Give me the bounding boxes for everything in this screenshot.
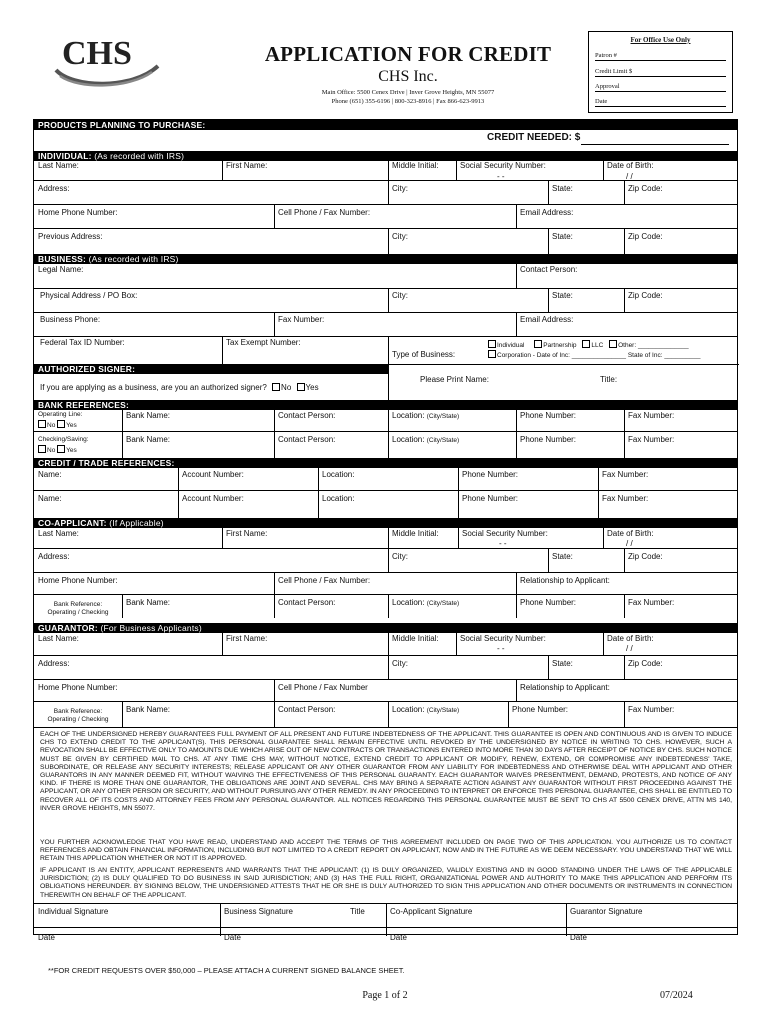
bank-checking-saving: Checking/Saving:: [38, 436, 89, 443]
entity-paragraph: IF APPLICANT IS AN ENTITY, APPLICANT REPRESENTS AND WARRANTS THAT THE APPLICANT: (1) IS DULY ORGANIZED, VALIDLY EXISTING AND IN GOOD STANDING UNDER THE LAWS OF THE APPLICABLE JURISDICTION; (2) IS DULY QUALIFIED TO DO BUSINESS IN SAID JURISDICTION; AND (3) HAS THE FULL RIGHT, ORGANIZATIONAL POWER AND AUTHORITY TO MAKE THIS APPLICATION AND PERFORM ITS OBLIGATIONS HEREUNDER. BY SIGNING BELOW, THE UNDERSIGNED ATTESTS THAT HE OR SHE IS DULY AUTHORIZED TO SIGN THIS APPLICATION AND OTHER DOCUMENTS OR INSTRUMENTS IN CONNECTION THEREWITH ON BEHALF OF THE APPLICANT.: [40, 867, 732, 899]
trade1-account[interactable]: Account Number:: [182, 470, 244, 479]
business-signature[interactable]: Business Signature: [224, 907, 293, 916]
bank1-contact[interactable]: Contact Person:: [278, 411, 336, 420]
bus-tax-exempt[interactable]: Tax Exempt Number:: [226, 338, 301, 347]
guarantor-signature[interactable]: Guarantor Signature: [570, 907, 643, 916]
credit-needed-field[interactable]: [581, 144, 729, 145]
trade1-location[interactable]: Location:: [322, 470, 355, 479]
credit-needed-label: CREDIT NEEDED: $: [487, 132, 581, 143]
trade-references-header: CREDIT / TRADE REFERENCES:: [34, 458, 737, 468]
bus-email[interactable]: Email Address:: [520, 315, 574, 324]
ind-address[interactable]: Address:: [38, 184, 70, 193]
partnership-checkbox[interactable]: [534, 340, 542, 348]
bus-state[interactable]: State:: [552, 291, 573, 300]
trade1-phone[interactable]: Phone Number:: [462, 470, 519, 479]
coapplicant-header: CO-APPLICANT: (If Applicable): [34, 518, 737, 528]
gu-ssn[interactable]: Social Security Number:: [460, 634, 546, 643]
co-middle-initial[interactable]: Middle Initial:: [392, 529, 439, 538]
authorized-no-checkbox[interactable]: [272, 383, 280, 391]
guarantee-paragraph: EACH OF THE UNDERSIGNED HEREBY GUARANTEES FULL PAYMENT OF ALL PRESENT AND FUTURE INDEBTEDNESS OF THE APPLICANT. THIS GUARANTEE IS OPEN AND CONTINUOUS AND IS GIVEN TO INDUCE CHS TO EXTEND CREDIT TO THE APPLICANT(S). THIS PERSONAL GUARANTEE SHALL REMAIN EFFECTIVE UNTIL REVOKED BY THE UNDERSIGNED BY NOTICE IN WRITING TO CHS. HOWEVER, SUCH A REVOCATION SHALL BE EFFECTIVE ONLY TO AMOUNTS DUE WHICH ARISE OUT OF NEW CONTRACTS OR TRANSACTIONS ENTERED INTO MORE THAN 30 DAYS AFTER RECEIPT OF NOTICE BY CHS. SUCH NOTICE MUST BE GIVEN BY CERTIFIED MAIL TO CHS. AT ANY TIME CHS MAY, WITHOUT NOTICE, EXTEND CREDIT TO APPLICANT OR MODIFY, RENEW, EXTEND, OR COMPROMISE ANY INDEBTEDNESS' TAKE, SUBORDINATE, OR RELEASE ANY SECURITY INTERESTS; RELEASE APPLICANT OR ANY OTHER GUARANTOR FROM ANY LIABILITY FOR INDEBTEDNESS AND OTHERWISE DEAL WITH APPLICANT AND OTHER GUARANTORS IN ANY MANNER DEEMED FIT, WITHOUT WAIVING THE EFFECTIVENESS OF THIS PERSONAL GUARANTY. EACH GUARANTOR WAIVES PRESENTMENT, DEMAND, PROTESTS, AND NOTICE OF ANY KIND. IF THERE IS MORE THAN ONE GUARANTOR, THE OBLIGATIONS ARE JOINT AND SEVERAL. CHS MAY BRING A SEPARATE ACTION AGAINST ANY GUARANTOR WITHOUT FIRST PROCEEDING AGAINST THE APPLICANT, OR ANY OTHER PERSON OR SECURITY, AND WITHOUT PURSUING ANY OTHER REMEDY. IN ANY PROCEEDING TO INTERPRET OR ENFORCE THIS PERSONAL GUARANTEE, CHS SHALL BE ENTITLED TO RECOVER ALL OF ITS COSTS AND ATTORNEY FEES FROM ANY PERSONAL GUARANTOR. ALL NOTICES REGARDING THIS PERSONAL GUARANTEE MUST BE SENT TO CHS AT 5500 CENEX DRIVE, ATTN MS 140, INVER GROVE HEIGHTS, MN 55077.: [40, 731, 732, 812]
chs-logo: [52, 30, 162, 90]
ind-dob[interactable]: Date of Birth:: [607, 161, 654, 170]
office-use-title: For Office Use Only: [630, 36, 691, 44]
co-dob[interactable]: Date of Birth:: [607, 529, 654, 538]
co-bank-phone[interactable]: Phone Number:: [520, 598, 577, 607]
business-header: BUSINESS: (As recorded with IRS): [34, 254, 737, 264]
co-first-name[interactable]: First Name:: [226, 529, 268, 538]
bank-operating-checks: No Yes: [38, 420, 77, 429]
bank-references-header: BANK REFERENCES:: [34, 400, 737, 410]
authorized-question: If you are applying as a business, are you an authorized signer? No Yes: [40, 383, 319, 392]
authorized-print-name[interactable]: Please Print Name:: [420, 375, 489, 384]
gu-last-name[interactable]: Last Name:: [38, 634, 79, 643]
co-last-name[interactable]: Last Name:: [38, 529, 79, 538]
bank-operating-line: Operating Line:: [38, 411, 83, 418]
co-zip[interactable]: Zip Code:: [628, 552, 663, 561]
bank2-contact[interactable]: Contact Person:: [278, 435, 336, 444]
gu-middle-initial[interactable]: Middle Initial:: [392, 634, 439, 643]
operating-yes-checkbox[interactable]: [57, 420, 65, 428]
ind-prev-state[interactable]: State:: [552, 232, 573, 241]
trade2-phone[interactable]: Phone Number:: [462, 494, 519, 503]
ind-prev-city[interactable]: City:: [392, 232, 408, 241]
gu-location[interactable]: Location: (City/State): [392, 705, 460, 714]
coapplicant-date[interactable]: Date: [390, 933, 407, 942]
gu-address[interactable]: Address:: [38, 659, 70, 668]
bus-physical-address[interactable]: Physical Address / PO Box:: [40, 291, 138, 300]
co-cell-phone[interactable]: Cell Phone / Fax Number:: [278, 576, 371, 585]
co-ssn-sep: - -: [499, 539, 507, 548]
gu-relationship[interactable]: Relationship to Applicant:: [520, 683, 610, 692]
bus-fax[interactable]: Fax Number:: [278, 315, 325, 324]
gu-city[interactable]: City:: [392, 659, 408, 668]
bank2-name[interactable]: Bank Name:: [126, 435, 171, 444]
co-location[interactable]: Location: (City/State): [392, 598, 460, 607]
bank2-phone[interactable]: Phone Number:: [520, 435, 577, 444]
checking-yes-checkbox[interactable]: [57, 445, 65, 453]
gu-bank-reference: Bank Reference: Operating / Checking: [47, 708, 109, 723]
authorized-header: AUTHORIZED SIGNER:: [34, 364, 388, 374]
individual-checkbox[interactable]: [488, 340, 496, 348]
gu-contact-person[interactable]: Contact Person:: [278, 705, 336, 714]
company-name: CHS Inc.: [378, 68, 438, 85]
gu-bank-phone[interactable]: Phone Number:: [512, 705, 569, 714]
revision-date: 07/2024: [660, 990, 693, 1001]
trade2-name[interactable]: Name:: [38, 494, 62, 503]
bank2-fax[interactable]: Fax Number:: [628, 435, 675, 444]
phone-line: Phone (651) 355-6196 | 800-323-8916 | Fax 866-623-9913: [331, 97, 485, 105]
guarantor-date[interactable]: Date: [570, 933, 587, 942]
co-state[interactable]: State:: [552, 552, 573, 561]
bank1-fax[interactable]: Fax Number:: [628, 411, 675, 420]
ind-email[interactable]: Email Address:: [520, 208, 574, 217]
trade2-location[interactable]: Location:: [322, 494, 355, 503]
credit-application-form: [33, 119, 738, 942]
bank1-location[interactable]: Location: (City/State): [392, 411, 460, 420]
guarantor-header: GUARANTOR: (For Business Applicants): [34, 623, 737, 633]
gu-bank-name[interactable]: Bank Name:: [126, 705, 171, 714]
ind-first-name[interactable]: First Name:: [226, 161, 268, 170]
ind-ssn[interactable]: Social Security Number:: [460, 161, 546, 170]
co-dob-sep: / /: [626, 539, 633, 548]
coapplicant-signature[interactable]: Co-Applicant Signature: [390, 907, 473, 916]
co-bank-fax[interactable]: Fax Number:: [628, 598, 675, 607]
gu-state[interactable]: State:: [552, 659, 573, 668]
signature-title[interactable]: Title: [350, 907, 365, 916]
ind-ssn-sep: - -: [497, 172, 505, 181]
ind-city[interactable]: City:: [392, 184, 408, 193]
bus-type-options: Individual Partnership LLC Other: ______________: [488, 340, 689, 349]
co-bank-name[interactable]: Bank Name:: [126, 598, 171, 607]
acknowledgement-paragraph: YOU FURTHER ACKNOWLEDGE THAT YOU HAVE READ, UNDERSTAND AND ACCEPT THE TERMS OF THIS AGREEMENT INCLUDED ON PAGE TWO OF THIS APPLICATION. YOU AUTHORIZE US TO CONTACT REFERENCES AND OBTAIN FINANCIAL INFORMATION, INCLUDING BUT NOT LIMITED TO A CREDIT REPORT ON APPLICANT, NOW AND IN THE FUTURE AS WE DEEM NECESSARY. YOU UNDERSTAND THAT WE WILL RETAIN THIS APPLICATION WHETHER OR NOT IT IS APPROVED.: [40, 839, 732, 863]
ind-last-name[interactable]: Last Name:: [38, 161, 79, 170]
balance-sheet-note: **FOR CREDIT REQUESTS OVER $50,000 – PLEASE ATTACH A CURRENT SIGNED BALANCE SHEET.: [48, 966, 405, 975]
gu-first-name[interactable]: First Name:: [226, 634, 268, 643]
gu-dob-sep: / /: [626, 644, 633, 653]
office-info: [258, 89, 558, 106]
bus-phone[interactable]: Business Phone:: [40, 315, 101, 324]
ind-home-phone[interactable]: Home Phone Number:: [38, 208, 118, 217]
bank2-location[interactable]: Location: (City/State): [392, 435, 460, 444]
ind-middle-initial[interactable]: Middle Initial:: [392, 161, 439, 170]
other-checkbox[interactable]: [609, 340, 617, 348]
co-ssn[interactable]: Social Security Number:: [462, 529, 548, 538]
gu-cell-phone[interactable]: Cell Phone / Fax Number: [278, 683, 368, 692]
gu-home-phone[interactable]: Home Phone Number:: [38, 683, 118, 692]
co-contact-person[interactable]: Contact Person:: [278, 598, 336, 607]
bus-type-label: Type of Business:: [392, 350, 456, 359]
checking-no-checkbox[interactable]: [38, 445, 46, 453]
bus-zip[interactable]: Zip Code:: [628, 291, 663, 300]
bank1-name[interactable]: Bank Name:: [126, 411, 171, 420]
bus-legal-name[interactable]: Legal Name:: [38, 265, 84, 274]
bus-contact-person[interactable]: Contact Person:: [520, 265, 578, 274]
co-relationship[interactable]: Relationship to Applicant:: [520, 576, 610, 585]
gu-dob[interactable]: Date of Birth:: [607, 634, 654, 643]
trade2-fax[interactable]: Fax Number:: [602, 494, 649, 503]
bus-fed-tax-id[interactable]: Federal Tax ID Number:: [40, 338, 125, 347]
credit-limit-field[interactable]: Credit Limit $: [595, 68, 726, 77]
office-use-box: [588, 31, 733, 113]
form-title: APPLICATION FOR CREDIT: [264, 42, 552, 66]
gu-ssn-sep: - -: [497, 644, 505, 653]
approval-field[interactable]: Approval: [595, 83, 726, 92]
llc-checkbox[interactable]: [582, 340, 590, 348]
corporation-checkbox[interactable]: [488, 350, 496, 358]
page-number: Page 1 of 2: [362, 990, 408, 1001]
gu-zip[interactable]: Zip Code:: [628, 659, 663, 668]
bank1-phone[interactable]: Phone Number:: [520, 411, 577, 420]
bus-corp-line: Corporation - Date of Inc: _______________ State of Inc: __________: [488, 350, 700, 359]
products-header: PRODUCTS PLANNING TO PURCHASE:: [34, 120, 737, 130]
business-date[interactable]: Date: [224, 933, 241, 942]
trade1-name[interactable]: Name:: [38, 470, 62, 479]
trade1-fax[interactable]: Fax Number:: [602, 470, 649, 479]
individual-signature[interactable]: Individual Signature: [38, 907, 109, 916]
operating-no-checkbox[interactable]: [38, 420, 46, 428]
authorized-yes-checkbox[interactable]: [297, 383, 305, 391]
patron-field[interactable]: Patron #: [595, 52, 726, 61]
trade2-account[interactable]: Account Number:: [182, 494, 244, 503]
ind-prev-zip[interactable]: Zip Code:: [628, 232, 663, 241]
bank-checking-checks: No Yes: [38, 445, 77, 454]
gu-bank-fax[interactable]: Fax Number:: [628, 705, 675, 714]
office-date-field[interactable]: Date: [595, 98, 726, 107]
co-city[interactable]: City:: [392, 552, 408, 561]
ind-zip[interactable]: Zip Code:: [628, 184, 663, 193]
ind-previous-address[interactable]: Previous Address:: [38, 232, 103, 241]
authorized-title[interactable]: Title:: [600, 375, 618, 384]
bus-city[interactable]: City:: [392, 291, 408, 300]
co-address[interactable]: Address:: [38, 552, 70, 561]
main-office-line: Main Office: 5500 Cenex Drive | Inver Grove Heights, MN 55077: [321, 89, 495, 96]
co-home-phone[interactable]: Home Phone Number:: [38, 576, 118, 585]
individual-date[interactable]: Date: [38, 933, 55, 942]
logo-wordmark: CHS: [62, 35, 132, 72]
ind-state[interactable]: State:: [552, 184, 573, 193]
ind-cell-phone[interactable]: Cell Phone / Fax Number:: [278, 208, 371, 217]
individual-header: INDIVIDUAL: (As recorded with IRS): [34, 151, 737, 161]
ind-dob-sep: / /: [626, 172, 633, 181]
co-bank-reference: Bank Reference: Operating / Checking: [47, 601, 109, 616]
